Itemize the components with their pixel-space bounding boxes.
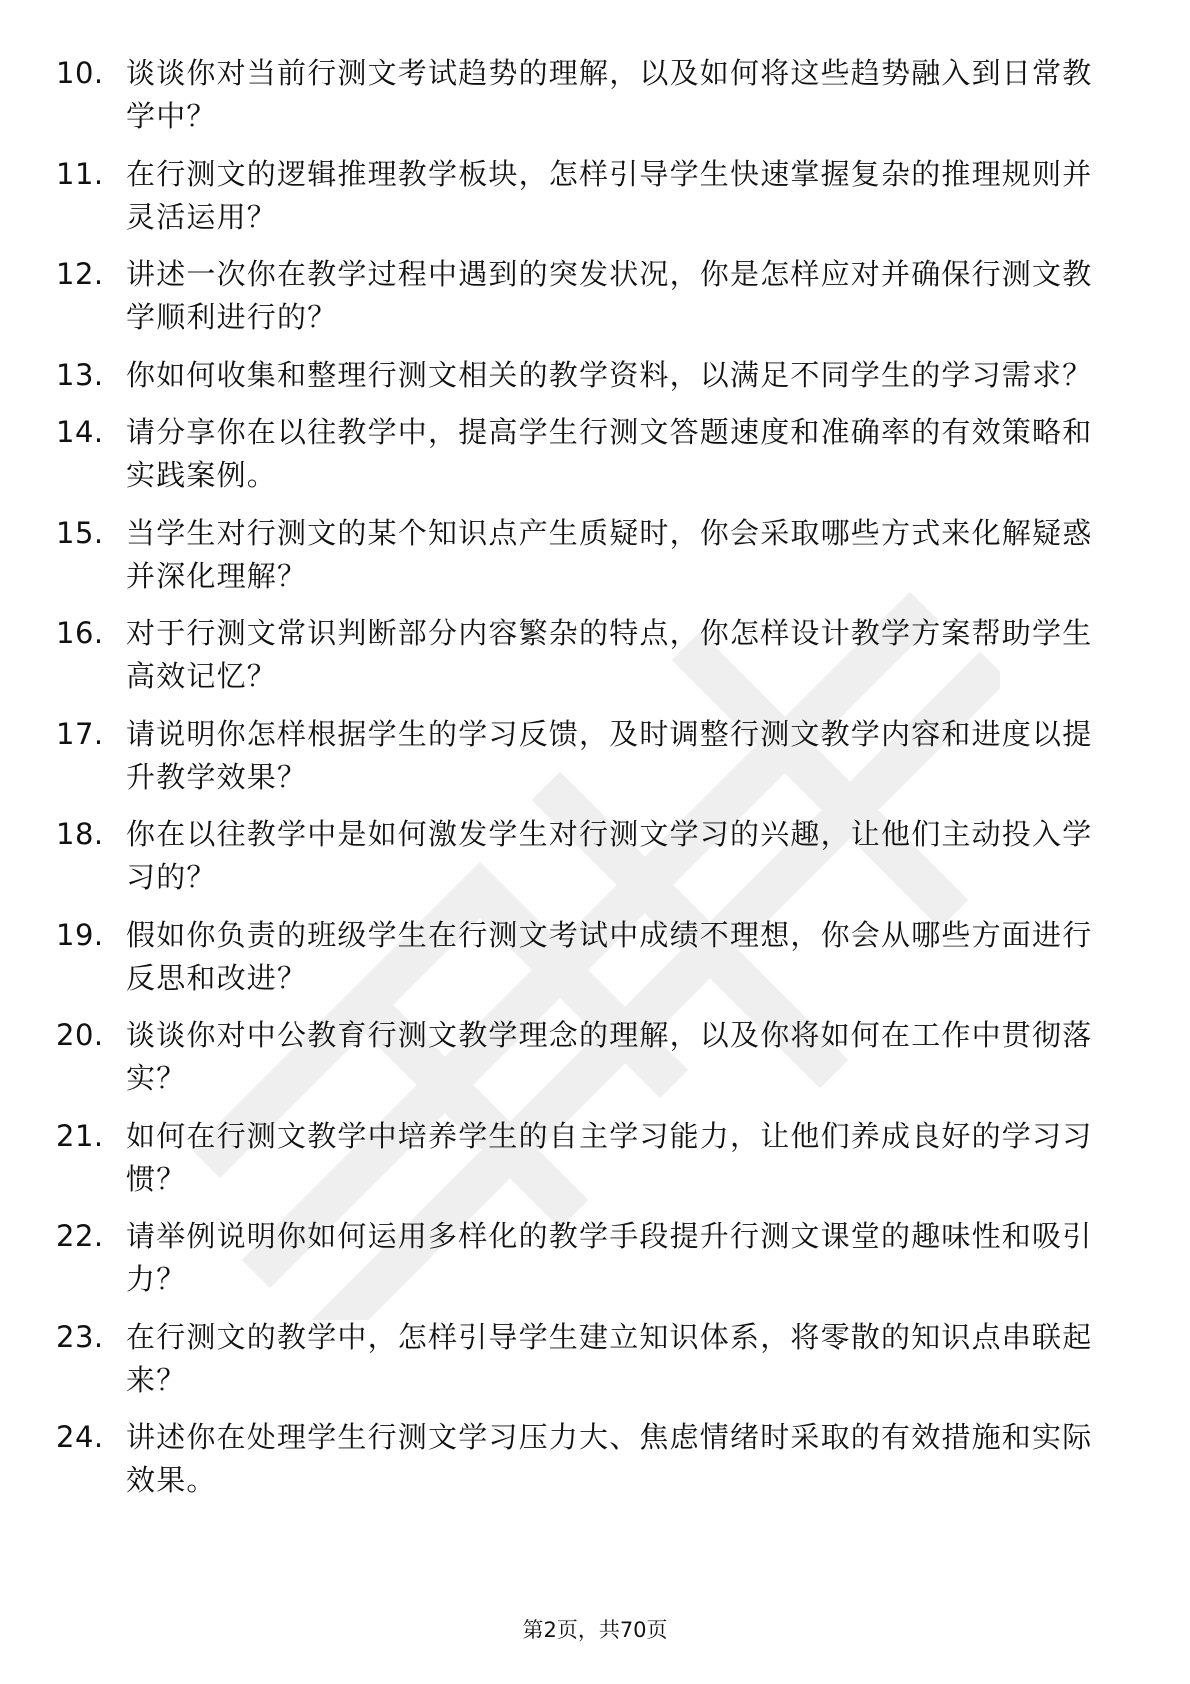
list-item	[56, 1215, 1116, 1301]
question-number: 17.	[56, 716, 104, 751]
question-number: 13.	[56, 357, 104, 392]
question-number: 21.	[56, 1118, 104, 1153]
question-number: 24.	[56, 1420, 104, 1454]
question-text: 你如何收集和整理行测文相关的教学资料，以满足不同学生的学习需求？	[126, 357, 1093, 392]
question-text: 讲述你在处理学生行测文学习压力大、焦虑情绪时采取的有效措施和实际效果。	[126, 1420, 1093, 1497]
question-number: 18.	[56, 817, 104, 851]
question-list	[56, 52, 1116, 1517]
question-number: 12.	[56, 257, 104, 291]
question-number: 23.	[56, 1319, 104, 1354]
question-text: 谈谈你对当前行测文考试趋势的理解，以及如何将这些趋势融入到日常教学中？	[126, 56, 1093, 133]
question-text: 请说明你怎样根据学生的学习反馈，及时调整行测文教学内容和进度以提升教学效果？	[126, 716, 1093, 794]
question-number: 22.	[56, 1219, 104, 1253]
question-text: 在行测文的逻辑推理教学板块，怎样引导学生快速掌握复杂的推理规则并灵活运用？	[126, 156, 1093, 234]
list-item	[56, 813, 1116, 899]
question-number: 15.	[56, 515, 104, 550]
page-number-footer: 第2页，共70页	[522, 1618, 668, 1642]
question-number: 20.	[56, 1018, 104, 1052]
question-text: 对于行测文常识判断部分内容繁杂的特点，你怎样设计教学方案帮助学生高效记忆？	[126, 616, 1093, 693]
question-text: 假如你负责的班级学生在行测文考试中成绩不理想，你会从哪些方面进行反思和改进？	[126, 917, 1093, 995]
question-text: 你在以往教学中是如何激发学生对行测文学习的兴趣，让他们主动投入学习的？	[126, 817, 1093, 894]
question-text: 请举例说明你如何运用多样化的教学手段提升行测文课堂的趣味性和吸引力？	[126, 1219, 1093, 1296]
list-item	[56, 713, 1116, 799]
question-text: 当学生对行测文的某个知识点产生质疑时，你会采取哪些方式来化解疑惑并深化理解？	[126, 515, 1093, 593]
list-item	[56, 1115, 1116, 1201]
question-text: 谈谈你对中公教育行测文教学理念的理解，以及你将如何在工作中贯彻落实？	[126, 1018, 1093, 1095]
list-item	[56, 1416, 1116, 1502]
list-item	[56, 253, 1116, 339]
question-text: 讲述一次你在教学过程中遇到的突发状况，你是怎样应对并确保行测文教学顺利进行的？	[126, 257, 1093, 334]
list-item	[56, 153, 1116, 239]
question-number: 16.	[56, 616, 104, 650]
question-text: 请分享你在以往教学中，提高学生行测文答题速度和准确率的有效策略和实践案例。	[126, 415, 1093, 492]
question-number: 19.	[56, 917, 104, 952]
question-number: 10.	[56, 56, 104, 90]
list-item	[56, 411, 1116, 497]
list-item	[56, 1316, 1116, 1402]
list-item	[56, 52, 1116, 138]
list-item	[56, 612, 1116, 698]
list-item	[56, 1014, 1116, 1100]
question-text: 如何在行测文教学中培养学生的自主学习能力，让他们养成良好的学习习惯？	[126, 1118, 1093, 1196]
question-number: 14.	[56, 415, 104, 449]
list-item	[56, 354, 1116, 397]
question-number: 11.	[56, 156, 104, 191]
list-item	[56, 512, 1116, 598]
list-item	[56, 914, 1116, 1000]
question-text: 在行测文的教学中，怎样引导学生建立知识体系，将零散的知识点串联起来？	[126, 1319, 1093, 1397]
